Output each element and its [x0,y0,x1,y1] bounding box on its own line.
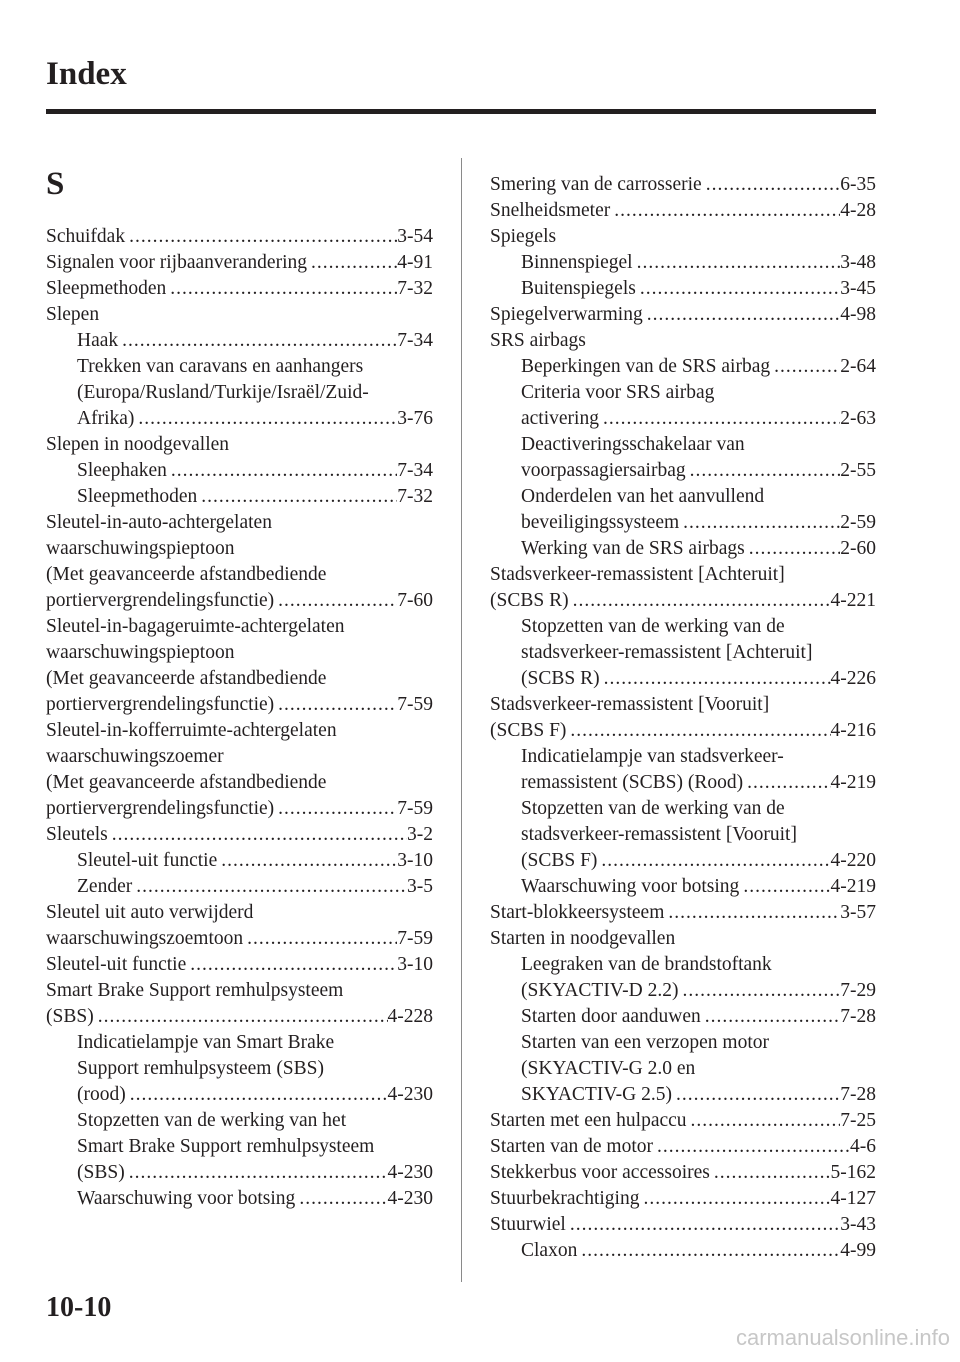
index-entry-page: 4-219 [830,876,876,897]
index-entry-page: 3-57 [840,902,876,923]
index-entry [490,458,876,484]
dot-leader [600,666,831,692]
dot-leader [770,354,840,380]
dot-leader [633,250,841,276]
index-entry-text: Signalen voor rijbaanverandering [46,252,307,273]
index-entry [490,640,876,666]
index-entry-text: Stopzetten van de werking van het [77,1110,347,1131]
index-entry-page: 7-60 [397,590,433,611]
dot-leader [636,276,840,302]
index-entry-text: Stekkerbus voor accessoires [490,1162,710,1183]
index-entry-text: Stopzetten van de werking van de [521,616,785,637]
index-entry [46,302,433,328]
index-entry-text: Stopzetten van de werking van de [521,798,785,819]
index-entry-page: 3-10 [397,850,433,871]
index-entry [490,1160,876,1186]
index-entry [46,744,433,770]
dot-leader [672,1082,840,1108]
index-entry-text: Sleutel-in-kofferruimte-achtergelaten [46,720,337,741]
index-entry [490,978,876,1004]
index-entry-text: Starten van een verzopen motor [521,1032,769,1053]
header-rule [46,109,876,114]
index-entry-text: Sleutel-uit functie [46,954,187,975]
index-entry-text: (SCBS F) [521,850,598,871]
index-entry-page: 3-45 [840,278,876,299]
index-entry-text: Onderdelen van het aanvullend [521,486,765,507]
index-entry [46,926,433,952]
index-entry-text: beveiligingssysteem [521,512,680,533]
index-entry [490,276,876,302]
index-entry [490,744,876,770]
index-entry-text: Sleutels [46,824,108,845]
index-entry [46,978,433,1004]
index-entry-text: portiervergrendelingsfunctie) [46,694,275,715]
dot-leader [745,536,841,562]
index-entry-page: 4-91 [397,252,433,273]
index-entry-text: (SCBS R) [521,668,600,689]
dot-leader [653,1134,850,1160]
index-entry-text: Deactiveringsschakelaar van [521,434,745,455]
index-entry [46,1056,433,1082]
index-entry-text: (SBS) [46,1006,94,1027]
dot-leader [664,900,840,926]
dot-leader [243,926,397,952]
dot-leader [274,796,397,822]
index-entry-text: Sleutel-uit functie [77,850,218,871]
dot-leader [274,692,397,718]
dot-leader [118,328,397,354]
index-entry [490,380,876,406]
index-entry [46,1030,433,1056]
section-letter: S [46,166,65,202]
index-entry [490,1004,876,1030]
index-entry-page: 4-230 [387,1084,433,1105]
index-entry-page: 2-63 [840,408,876,429]
dot-leader [125,224,397,250]
index-entry-text: portiervergrendelingsfunctie) [46,798,275,819]
index-entry [490,302,876,328]
index-entry-text: Smart Brake Support remhulpsysteem [77,1136,375,1157]
index-entry-text: waarschuwingszoemer [46,746,224,767]
index-entry [490,198,876,224]
index-entry [46,1108,433,1134]
index-entry-page: 4-28 [840,200,876,221]
index-entry [46,484,433,510]
index-entry-text: Sleepmethoden [77,486,198,507]
index-entry [490,692,876,718]
index-entry-page: 4-221 [830,590,876,611]
index-entry-page: 2-59 [840,512,876,533]
index-entry-text: Start-blokkeersysteem [490,902,665,923]
index-entry [46,250,433,276]
index-entry [46,510,433,536]
index-entry-text: SRS airbags [490,330,586,351]
index-entry [46,822,433,848]
index-entry [46,1134,433,1160]
index-entry-page: 7-29 [840,980,876,1001]
dot-leader [186,952,397,978]
index-entry-text: Spiegels [490,226,557,247]
index-entry-text: Sleutel-in-bagageruimte-achtergelaten [46,616,345,637]
dot-leader [702,172,841,198]
index-entry-text: Sleepmethoden [46,278,167,299]
index-entry-text: Waarschuwing voor botsing [521,876,740,897]
index-entry [46,718,433,744]
index-entry [490,614,876,640]
index-column-left [46,224,433,1212]
dot-leader [197,484,397,510]
index-entry [46,666,433,692]
dot-leader [94,1004,388,1030]
index-entry-page: 2-64 [840,356,876,377]
index-entry-text: Buitenspiegels [521,278,636,299]
index-entry-page: 4-216 [830,720,876,741]
index-entry [490,1108,876,1134]
dot-leader [126,1082,388,1108]
index-entry-page: 7-32 [397,486,433,507]
index-entry-page: 4-228 [387,1006,433,1027]
index-entry-page: 4-6 [850,1136,876,1157]
index-entry [490,1030,876,1056]
index-entry [46,588,433,614]
index-column-right [490,172,876,1264]
index-entry [490,432,876,458]
index-entry-page: 4-230 [387,1162,433,1183]
index-entry [46,406,433,432]
index-entry [46,952,433,978]
index-entry [46,432,433,458]
index-entry-text: SKYACTIV-G 2.5) [521,1084,672,1105]
index-entry [46,328,433,354]
index-entry-text: waarschuwingspieptoon [46,538,235,559]
index-entry-page: 7-28 [840,1006,876,1027]
index-entry-text: Haak [77,330,119,351]
dot-leader [295,1186,387,1212]
dot-leader [307,250,397,276]
dot-leader [687,1108,841,1134]
index-entry [490,718,876,744]
index-entry [46,640,433,666]
dot-leader [597,848,830,874]
dot-leader [686,458,841,484]
index-entry-page: 4-220 [830,850,876,871]
index-entry-text: Beperkingen van de SRS airbag [521,356,771,377]
index-entry-page: 3-76 [397,408,433,429]
index-entry-text: Criteria voor SRS airbag [521,382,715,403]
index-entry-text: (Europa/Rusland/Turkije/Israël/Zuid- [77,382,369,403]
index-entry [490,952,876,978]
index-entry-text: Slepen [46,304,100,325]
index-entry [490,562,876,588]
index-entry [46,848,433,874]
index-entry-page: 3-5 [407,876,433,897]
index-entry-text: (SKYACTIV-G 2.0 en [521,1058,696,1079]
index-entry-text: Werking van de SRS airbags [521,538,745,559]
index-entry-text: waarschuwingszoemtoon [46,928,244,949]
index-entry-text: Starten door aanduwen [521,1006,701,1027]
index-entry [490,536,876,562]
dot-leader [639,1186,830,1212]
dot-leader [739,874,830,900]
index-entry [490,406,876,432]
index-entry-text: Sleephaken [77,460,167,481]
index-entry-page: 7-59 [397,694,433,715]
index-entry-page: 4-127 [830,1188,876,1209]
index-entry-text: Indicatielampje van stadsverkeer- [521,746,784,767]
index-entry-page: 2-60 [840,538,876,559]
index-entry-text: Stuurbekrachtiging [490,1188,640,1209]
index-entry [46,692,433,718]
index-entry [46,380,433,406]
index-entry-text: remassistent (SCBS) (Rood) [521,772,744,793]
index-entry-text: activering [521,408,599,429]
index-entry-text: Stadsverkeer-remassistent [Vooruit] [490,694,770,715]
dot-leader [566,718,830,744]
dot-leader [678,978,840,1004]
index-entry-page: 4-226 [830,668,876,689]
index-entry-text: Stuurwiel [490,1214,566,1235]
index-entry-text: (Met geavanceerde afstandbediende [46,772,327,793]
index-entry [490,510,876,536]
index-entry-text: Trekken van caravans en aanhangers [77,356,364,377]
index-entry-page: 4-99 [840,1240,876,1261]
index-entry-text: (Met geavanceerde afstandbediende [46,668,327,689]
index-entry-page: 7-25 [840,1110,876,1131]
index-entry [46,562,433,588]
dot-leader [274,588,397,614]
dot-leader [166,276,397,302]
index-entry [46,614,433,640]
index-entry-text: (SCBS R) [490,590,569,611]
index-entry [490,796,876,822]
index-entry [46,224,433,250]
dot-leader [710,1160,831,1186]
index-entry [46,770,433,796]
index-entry-text: Stadsverkeer-remassistent [Achteruit] [490,564,785,585]
index-entry-text: Starten met een hulpaccu [490,1110,687,1131]
index-entry [490,848,876,874]
index-entry [46,1004,433,1030]
index-entry-text: waarschuwingspieptoon [46,642,235,663]
index-entry-text: Binnenspiegel [521,252,633,273]
index-entry-page: 3-10 [397,954,433,975]
dot-leader [643,302,841,328]
index-entry [490,900,876,926]
index-entry-text: Zender [77,876,133,897]
index-entry [490,354,876,380]
index-entry-text: (Met geavanceerde afstandbediende [46,564,327,585]
index-entry [46,900,433,926]
index-entry-page: 7-32 [397,278,433,299]
index-entry-text: (SBS) [77,1162,125,1183]
page-number: 10-10 [46,1292,112,1323]
index-entry-text: Sleutel uit auto verwijderd [46,902,254,923]
index-entry-text: Smart Brake Support remhulpsysteem [46,980,344,1001]
index-entry [490,1238,876,1264]
index-entry [46,1082,433,1108]
index-entry [46,796,433,822]
index-entry-page: 3-43 [840,1214,876,1235]
dot-leader [701,1004,840,1030]
index-entry-text: Slepen in noodgevallen [46,434,230,455]
index-entry [490,484,876,510]
index-entry [490,1186,876,1212]
index-entry-text: (rood) [77,1084,126,1105]
column-divider [461,158,462,1282]
index-entry [46,536,433,562]
dot-leader [108,822,407,848]
dot-leader [743,770,830,796]
index-entry-page: 4-98 [840,304,876,325]
index-entry [490,172,876,198]
index-entry-text: Starten van de motor [490,1136,653,1157]
index-entry-page: 4-219 [830,772,876,793]
index-entry-text: Snelheidsmeter [490,200,611,221]
index-entry-text: (SKYACTIV-D 2.2) [521,980,679,1001]
index-entry-page: 7-28 [840,1084,876,1105]
index-entry [46,276,433,302]
watermark: carmanualsonline.info [735,1325,950,1350]
dot-leader [125,1160,388,1186]
index-entry [46,458,433,484]
index-entry [46,1186,433,1212]
index-entry-text: stadsverkeer-remassistent [Achteruit] [521,642,813,663]
index-entry [46,354,433,380]
dot-leader [566,1212,840,1238]
dot-leader [167,458,397,484]
dot-leader [599,406,840,432]
index-entry [490,822,876,848]
index-entry-text: stadsverkeer-remassistent [Vooruit] [521,824,797,845]
index-entry-text: Schuifdak [46,226,126,247]
index-entry [490,1082,876,1108]
index-entry [490,1134,876,1160]
index-entry [490,328,876,354]
index-entry-page: 2-55 [840,460,876,481]
dot-leader [569,588,831,614]
index-entry-text: Smering van de carrosserie [490,174,702,195]
index-entry-text: Waarschuwing voor botsing [77,1188,296,1209]
index-entry-page: 7-34 [397,460,433,481]
index-entry-text: (SCBS F) [490,720,567,741]
dot-leader [134,406,397,432]
index-entry-text: Support remhulpsysteem (SBS) [77,1058,324,1079]
index-entry-page: 3-54 [397,226,433,247]
index-entry-text: Starten in noodgevallen [490,928,676,949]
index-entry-text: portiervergrendelingsfunctie) [46,590,275,611]
index-entry [490,250,876,276]
index-entry [490,1056,876,1082]
index-entry-text: Afrika) [77,408,135,429]
index-entry-page: 3-2 [407,824,433,845]
index-entry-page: 3-48 [840,252,876,273]
index-entry [46,1160,433,1186]
index-entry-page: 7-34 [397,330,433,351]
index-title: Index [46,56,127,92]
index-entry [490,666,876,692]
dot-leader [679,510,840,536]
index-entry [490,224,876,250]
index-entry [490,1212,876,1238]
index-entry-page: 7-59 [397,798,433,819]
index-entry-text: Leegraken van de brandstoftank [521,954,772,975]
index-entry [46,874,433,900]
index-entry-page: 6-35 [840,174,876,195]
index-entry-text: Sleutel-in-auto-achtergelaten [46,512,272,533]
index-entry [490,588,876,614]
index-entry-page: 4-230 [387,1188,433,1209]
index-entry-text: Spiegelverwarming [490,304,643,325]
index-entry-page: 5-162 [830,1162,876,1183]
dot-leader [610,198,840,224]
index-entry [490,770,876,796]
dot-leader [132,874,407,900]
index-entry [490,926,876,952]
index-entry-text: voorpassagiersairbag [521,460,686,481]
index-entry-text: Claxon [521,1240,578,1261]
dot-leader [577,1238,840,1264]
dot-leader [217,848,397,874]
index-entry-text: Indicatielampje van Smart Brake [77,1032,335,1053]
index-entry-page: 7-59 [397,928,433,949]
index-entry [490,874,876,900]
